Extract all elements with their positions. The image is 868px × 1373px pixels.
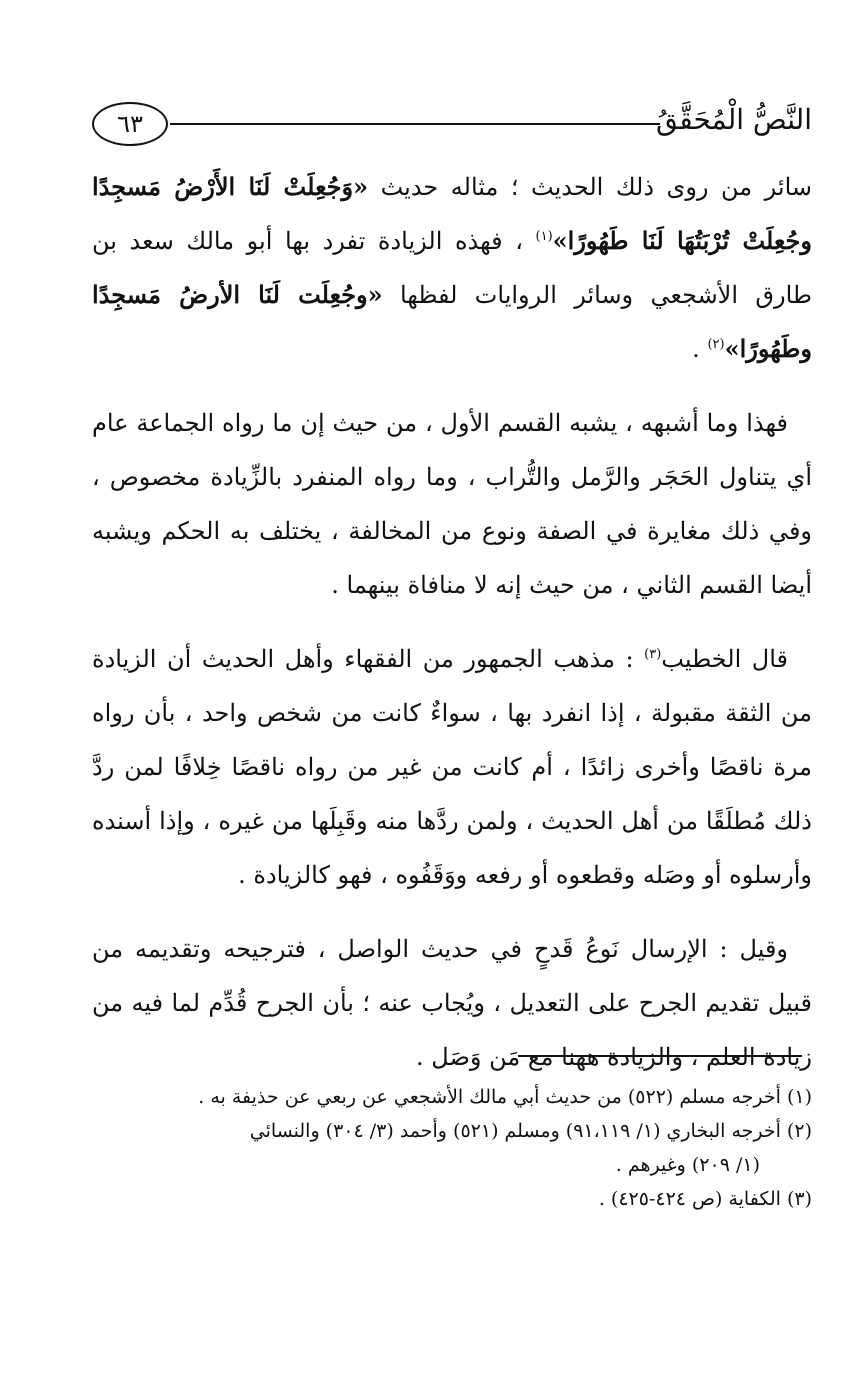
text-segment: سائر من روى ذلك الحديث ؛ مثاله حديث bbox=[368, 173, 813, 201]
paragraph bbox=[92, 396, 812, 612]
footnote-ref: (١) bbox=[535, 229, 553, 244]
footnote: (١/ ٢٠٩) وغيرهم . bbox=[615, 1154, 760, 1176]
text-segment: وقيل : الإرسال نَوعُ قَدحٍ في حديث الواصل ، فترجيحه وتقديمه من قبيل تقديم الجرح على التعديل ، ويُجاب عنه ؛ بأن الجرح قُدِّم لما فيه من زيادة العلم ، والزيادة ههنا مع مَن وَصَل . bbox=[92, 935, 812, 1071]
footnotes bbox=[92, 1080, 812, 1216]
text-segment: فهذا وما أشبهه ، يشبه القسم الأول ، من حيث إن ما رواه الجماعة عام أي يتناول الحَجَر والرَّمل والتُّراب ، وما رواه المنفرد بالزِّيادة مخصوص ، وفي ذلك مغايرة في الصفة ونوع من المخالفة ، يختلف به الحكم ويشبه أيضا القسم الثاني ، من حيث إنه لا منافاة بينهما . bbox=[92, 409, 812, 599]
footnote: (٢) أخرجه البخاري (١/ ٩١،١١٩) ومسلم (٥٢١) وأحمد (٣/ ٣٠٤) والنسائي bbox=[249, 1120, 812, 1142]
paragraph bbox=[92, 160, 812, 376]
paragraph bbox=[92, 922, 812, 1084]
footnote-ref: (٢) bbox=[707, 337, 725, 352]
hadith-quote: «وجُعِلَت لَنَا الأرضُ مَسجِدًا وطَهُورًا» bbox=[92, 280, 812, 363]
text-segment: . bbox=[692, 335, 708, 363]
running-title: النَّصُّ الْمُحَقَّقُ bbox=[655, 103, 812, 136]
paragraph bbox=[92, 632, 812, 902]
text-segment: : مذهب الجمهور من الفقهاء وأهل الحديث أن الزيادة من الثقة مقبولة ، إذا انفرد بها ، سواءٌ كانت من شخص واحد ، بأن رواه مرة ناقصًا وأخرى زائدًا ، أم كانت من غير من رواه ناقصًا خِلافًا لمن ردَّ ذلك مُطلَقًا من أهل الحديث ، ولمن ردَّها منه وقَبِلَها من غيره ، وإذا أسنده وأرسلوه أو وصَله وقطعوه أو رفعه ووَقَفُوه ، فهو كالزيادة . bbox=[92, 645, 812, 889]
text-segment: ، فهذه الزيادة تفرد بها أبو مالك سعد بن طارق الأشجعي وسائر الروايات لفظها bbox=[92, 227, 813, 309]
footnote-ref: (٣) bbox=[644, 647, 662, 662]
hadith-quote: «وَجُعِلَتْ لَنَا الأَرْضُ مَسجِدًا وجُعِلَتْ تُرْبَتُهَا لَنَا طَهُورًا» bbox=[92, 172, 812, 255]
running-header bbox=[92, 96, 812, 152]
footnote-separator bbox=[518, 1055, 802, 1057]
header-rule bbox=[170, 123, 660, 125]
footnote: (١) أخرجه مسلم (٥٢٢) من حديث أبي مالك الأشجعي عن ربعي عن حذيفة به . bbox=[198, 1086, 812, 1108]
footnote: (٣) الكفاية (ص ٤٢٤-٤٢٥) . bbox=[598, 1188, 812, 1210]
text-segment: قال الخطيب bbox=[661, 645, 788, 673]
page-number: ٦٣ bbox=[92, 102, 168, 146]
main-text bbox=[92, 160, 812, 1104]
